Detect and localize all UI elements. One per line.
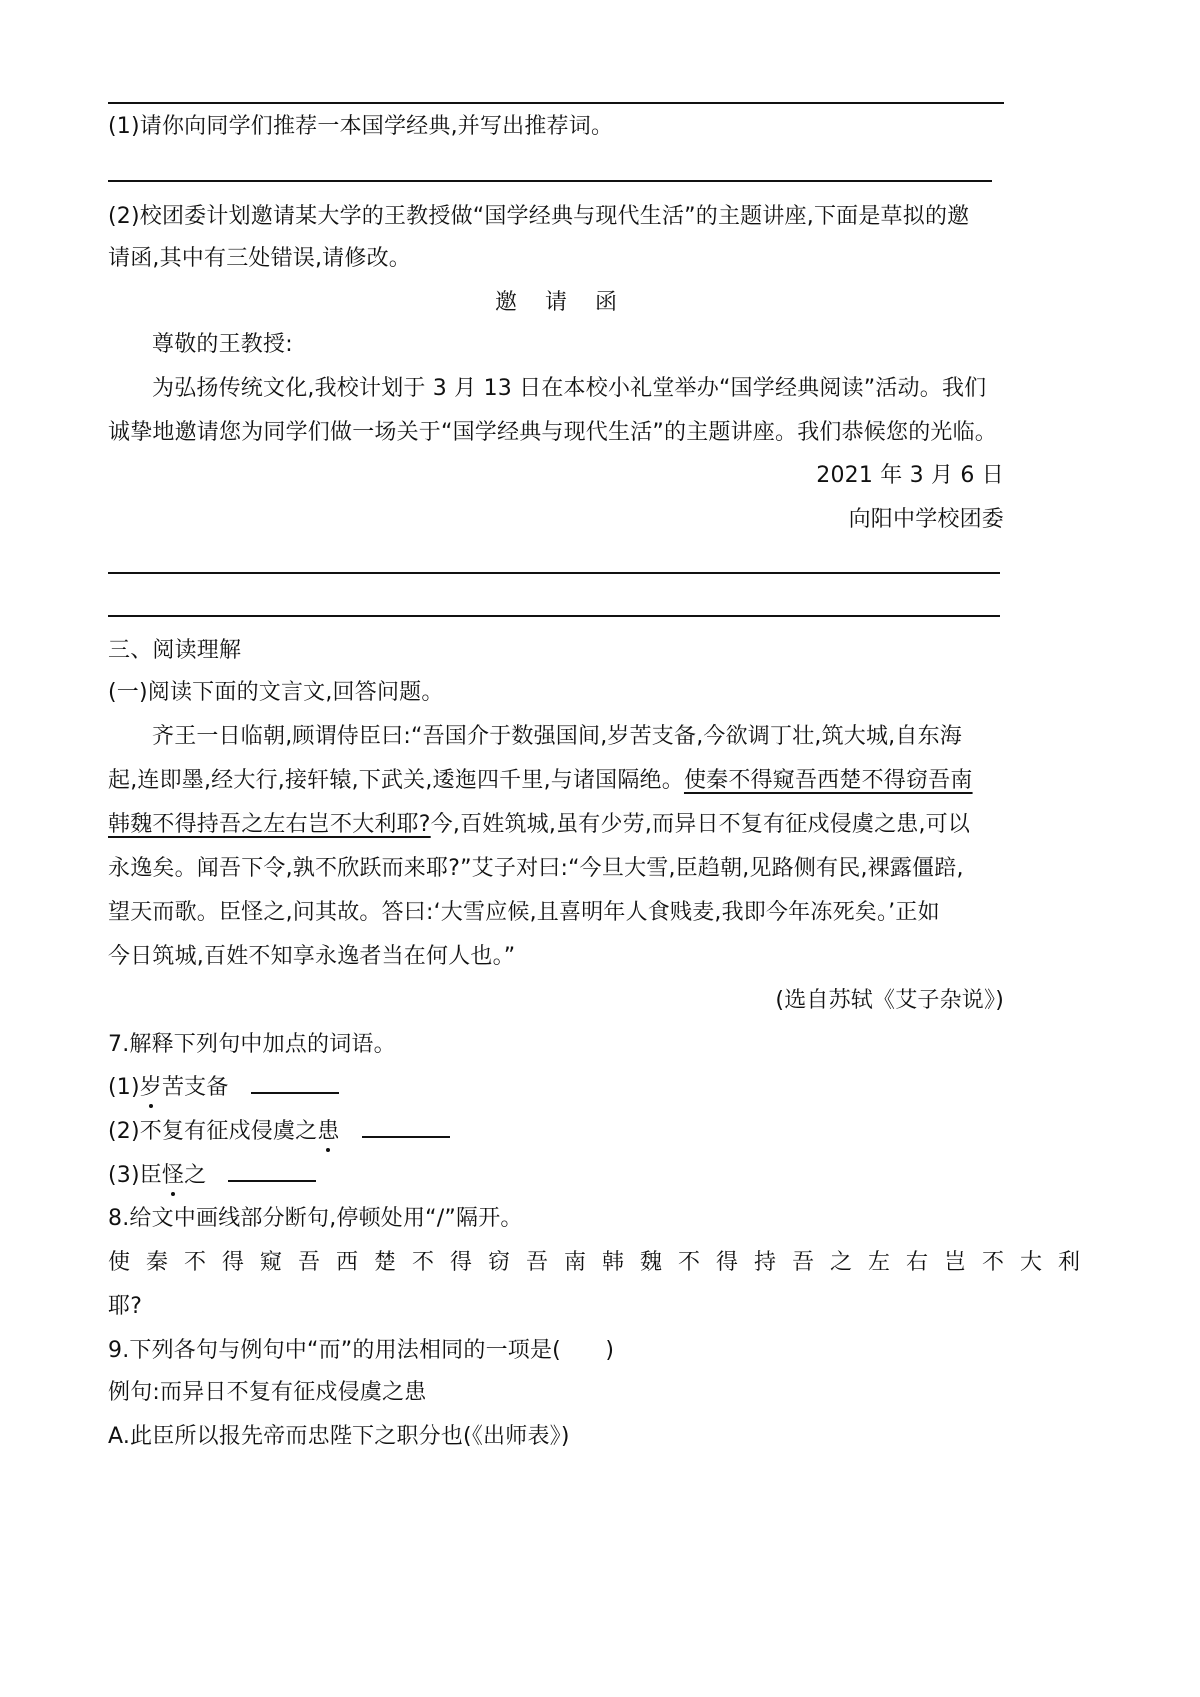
letter-greeting: 尊敬的王教授: <box>152 332 293 357</box>
question-7-stem: 7.解释下列句中加点的词语。 <box>108 1032 396 1057</box>
dotted-word: 患 <box>317 1117 339 1147</box>
passage-source: (选自苏轼《艾子杂说》) <box>775 988 1004 1013</box>
question-8-sentence-line-2: 耶? <box>108 1294 143 1319</box>
answer-line <box>108 180 992 182</box>
section-title: 三、阅读理解 <box>108 638 242 663</box>
question-7-item-3 <box>108 1160 316 1191</box>
question-2-line-1: (2)校团委计划邀请某大学的王教授做“国学经典与现代生活”的主题讲座,下面是草拟的邀 <box>108 204 970 229</box>
item-text: (2)不复有征戍侵虞之 <box>108 1119 318 1144</box>
question-1: (1)请你向同学们推荐一本国学经典,并写出推荐词。 <box>108 114 614 139</box>
passage-line-1: 齐王一日临朝,顾谓侍臣曰:“吾国介于数强国间,岁苦支备,今欲调丁壮,筑大城,自东海 <box>152 724 962 749</box>
underlined-passage: 使秦不得窥吾西楚不得窃吾南 <box>683 768 973 793</box>
underlined-passage: 韩魏不得持吾之左右岂不大利耶? <box>108 812 431 837</box>
question-2-line-2: 请函,其中有三处错误,请修改。 <box>108 246 411 271</box>
answer-blank[interactable] <box>362 1116 450 1138</box>
question-8-sentence-line-1: 使秦不得窥吾西楚不得窃吾南韩魏不得持吾之左右岂不大利 <box>108 1250 1097 1275</box>
passage-line-2 <box>108 766 973 796</box>
item-text: 之 <box>184 1163 207 1188</box>
passage-text: 今,百姓筑城,虽有少劳,而异日不复有征戍侵虞之患,可以 <box>430 812 971 837</box>
answer-blank[interactable] <box>251 1072 339 1094</box>
letter-date: 2021 年 3 月 6 日 <box>816 463 1004 488</box>
question-7-item-1 <box>108 1072 339 1103</box>
item-text: (3)臣 <box>108 1163 162 1188</box>
passage-line-4: 永逸矣。闻吾下令,孰不欣跃而来耶?”艾子对曰:“今旦大雪,臣趋朝,见路侧有民,裸露僵踣, <box>108 856 964 881</box>
question-7-item-2 <box>108 1116 450 1147</box>
answer-line <box>108 615 1000 617</box>
question-9-option-a: A.此臣所以报先帝而忠陛下之职分也(《出师表》) <box>108 1424 570 1449</box>
passage-line-6: 今日筑城,百姓不知享永逸者当在何人也。” <box>108 944 516 969</box>
answer-line <box>108 572 1000 574</box>
passage-text: 起,连即墨,经大行,接轩辕,下武关,逶迤四千里,与诸国隔绝。 <box>108 768 684 793</box>
answer-line <box>108 102 1004 104</box>
letter-body-line-1: 为弘扬传统文化,我校计划于 3 月 13 日在本校小礼堂举办“国学经典阅读”活动。我们 <box>152 376 987 401</box>
item-number: (1) <box>108 1075 140 1100</box>
letter-signer: 向阳中学校团委 <box>848 507 1004 532</box>
letter-body-line-2: 诚挚地邀请您为同学们做一场关于“国学经典与现代生活”的主题讲座。我们恭候您的光临。 <box>108 420 997 445</box>
dotted-word: 岁 <box>140 1073 162 1103</box>
answer-blank[interactable] <box>228 1160 316 1182</box>
dotted-word: 怪 <box>162 1161 184 1191</box>
question-9-stem: 9.下列各句与例句中“而”的用法相同的一项是( ) <box>108 1338 615 1363</box>
question-9-example: 例句:而异日不复有征戍侵虞之患 <box>108 1380 427 1405</box>
passage-line-3 <box>108 810 970 840</box>
question-8-stem: 8.给文中画线部分断句,停顿处用“/”隔开。 <box>108 1206 523 1231</box>
item-text: 苦支备 <box>161 1075 229 1100</box>
letter-title: 邀请函 <box>494 290 645 315</box>
subsection-title: (一)阅读下面的文言文,回答问题。 <box>108 680 444 705</box>
passage-line-5: 望天而歌。臣怪之,问其故。答曰:‘大雪应候,且喜明年人食贱麦,我即今年冻死矣。’正如 <box>108 900 940 925</box>
